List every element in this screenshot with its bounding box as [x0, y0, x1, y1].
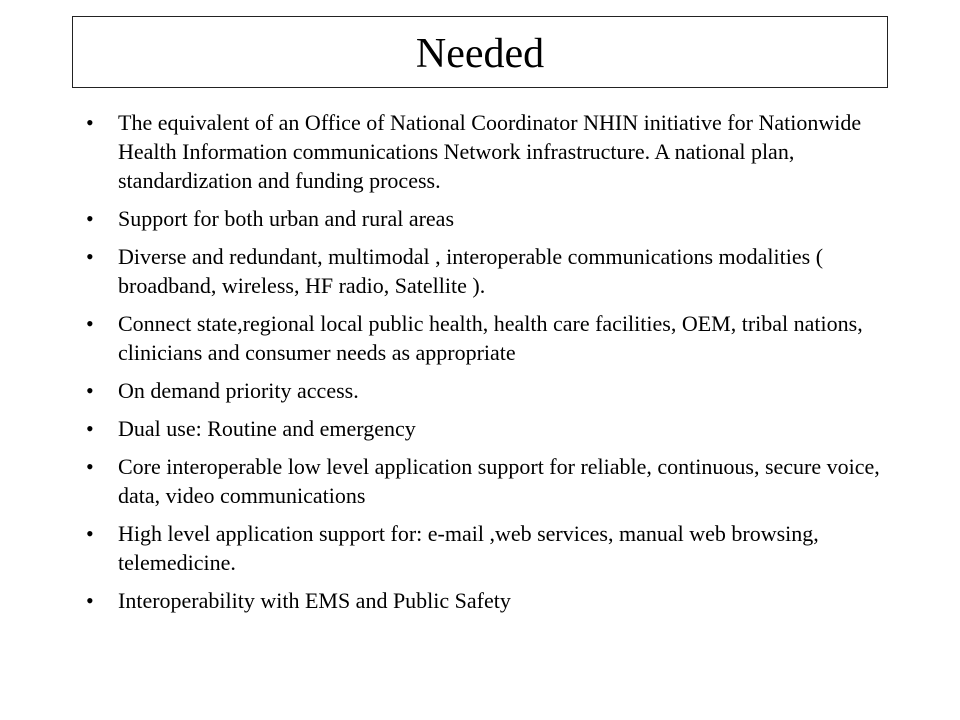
bullet-dot: • — [86, 311, 94, 336]
bullet-dot: • — [86, 244, 94, 269]
bullet-text: On demand priority access. — [118, 378, 359, 403]
bullet-dot: • — [86, 206, 94, 231]
bullet-item — [86, 309, 886, 367]
bullet-text: High level application support for: e-mail ,web services, manual web browsing, telemedicine. — [118, 521, 819, 575]
bullet-item — [86, 204, 886, 233]
bullet-dot: • — [86, 454, 94, 479]
bullet-text: Connect state,regional local public health, health care facilities, OEM, tribal nations, clinicians and consumer needs as appropriate — [118, 311, 863, 365]
bullet-dot: • — [86, 416, 94, 441]
bullet-dot: • — [86, 588, 94, 613]
bullet-item — [86, 519, 886, 577]
bullet-item — [86, 242, 886, 300]
bullet-list — [86, 108, 886, 624]
bullet-item — [86, 108, 886, 195]
bullet-text: The equivalent of an Office of National Coordinator NHIN initiative for Nationwide Health Information communications Network infrastructure. A national plan, standardization and funding process. — [118, 110, 862, 193]
bullet-text: Core interoperable low level application support for reliable, continuous, secure voice, data, video communications — [118, 454, 880, 508]
bullet-item — [86, 452, 886, 510]
bullet-item — [86, 586, 886, 615]
bullet-item — [86, 376, 886, 405]
title-box — [72, 16, 888, 88]
bullet-text: Support for both urban and rural areas — [118, 206, 455, 231]
bullet-dot: • — [86, 110, 94, 135]
bullet-text: Interoperability with EMS and Public Safety — [118, 588, 511, 613]
bullet-text: Dual use: Routine and emergency — [118, 416, 416, 441]
slide-title: Needed — [415, 31, 545, 77]
bullet-item — [86, 414, 886, 443]
bullet-dot: • — [86, 521, 94, 546]
bullet-dot: • — [86, 378, 94, 403]
bullet-text: Diverse and redundant, multimodal , interoperable communications modalities ( broadband, wireless, HF radio, Satellite ). — [118, 244, 824, 298]
